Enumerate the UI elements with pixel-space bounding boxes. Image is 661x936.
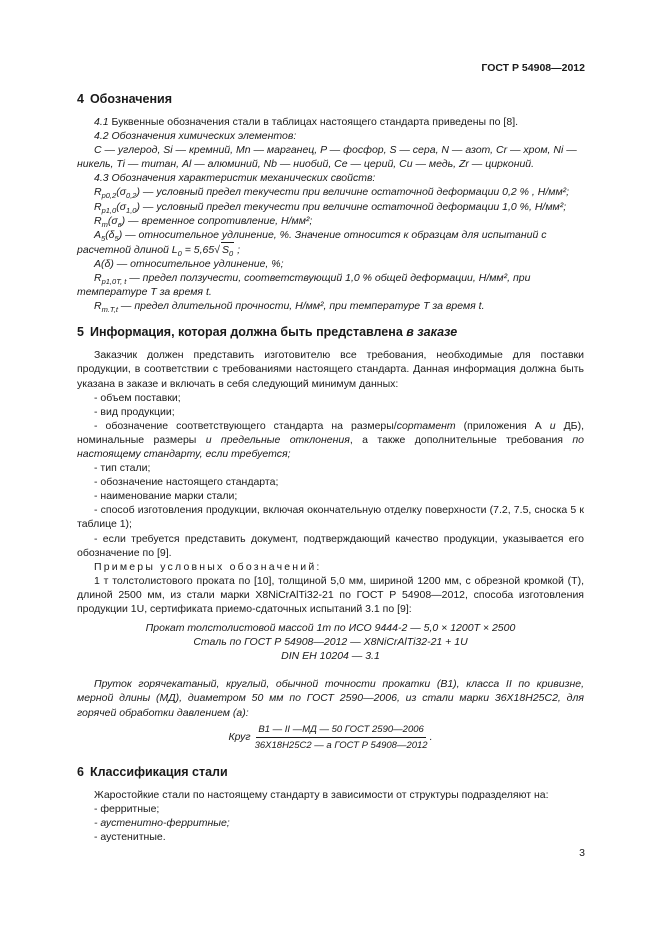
section-5-heading [77,325,584,339]
order-item-3-h: по настоящему стандарту, если требуется; [77,433,584,460]
symbol-a5-text: — относительное удлинение, %. Значение относится к образцам для испытаний с [125,228,547,241]
section-6-number: 6 [77,764,84,779]
example-2-end: . [429,731,433,744]
symbol-rp02-text: — условный предел текучести при величине остаточной деформации 0,2 % , Н/мм²; [142,186,570,199]
example-1-line-1: Прокат толстолистовой массой 1т по ИСО 9444-2 — 5,0 × 1200Т × 2500 [145,622,516,635]
para-4-2: 4.2 Обозначения химических элементов: [94,130,297,143]
example-2-numerator: В1 — II —МД — 50 ГОСТ 2590—2006 [256,724,425,738]
para-4-1-text: Буквенные обозначения стали в таблицах настоящего стандарта приведены по [8]. [111,116,519,128]
a5-line2-formula: = 5,65 [181,243,215,256]
class-item-1: - ферритные; [94,802,160,815]
elements-line-2: никель, Ti — титан, Al — алюминий, Nb — ниобий, Ce — церий, Cu — медь, Zr — цирконий. [77,158,535,171]
symbol-a5: $A_5(\delta_5)$ — относительное удлинение, %. Значение относится к образцам для испытаний с [94,228,547,243]
section-5-number: 5 [77,325,84,340]
order-item-3-a: - обозначение соответствующего стандарта на размеры/ [94,419,397,432]
order-item-6: - наименование марки стали; [94,490,238,503]
section-4-number: 4 [77,92,84,106]
example-1-designation [77,621,584,663]
example-2-fraction [253,724,430,751]
page-content [77,92,584,844]
elements-line-1: C — углерод, Si — кремний, Mn — марганец, P — фосфор, S — сера, N — азот, Cr — хром, Ni — [94,144,577,157]
order-item-3-f: и предельные отклонения [205,433,350,446]
example-1-line-3: DIN EH 10204 — 3.1 [281,650,380,663]
order-item-3-g: , а также дополнительные требования [349,433,573,446]
page-number: 3 [579,847,585,859]
order-item-8: - если требуется представить документ, подтверждающий качество продукции, указывается его обозначение по [9]. [77,532,584,559]
order-item-2: - вид продукции; [94,405,175,418]
symbol-rpt: $R_{p1,0T, t}$ — предел ползучести, соответствующий 1,0 % общей деформации, Н/мм², при [94,272,531,287]
example-2-designation [77,724,584,751]
order-item-4: - тип стали; [94,462,151,475]
section-6-title: Классификация стали [89,764,228,779]
example-1-description: 1 т толстолистового проката по [10], толщиной 5,0 мм, шириной 1200 мм, с обрезной кромкой (Т), длиной 2500 мм, из стали марки X8NiCrAlTi32-21 по ГОСТ Р 54908—2012, способа изготовления продукции 1U, сертификата приемо-сдаточных испытаний 3.1 по [9]: [77,574,584,615]
order-item-3-d: и [549,419,556,432]
example-2-description: Пруток горячекатаный, круглый, обычной точности прокатки (В1), класса II по кривизне, мерной длины (МД), диаметром 50 мм по ГОСТ 2590—2006, из стали марки 36Х18Н25С2, для горячей обработки давлением (а): [77,678,584,719]
para-4-1 [77,115,584,129]
example-2-denominator: 36Х18Н25С2 — а ГОСТ Р 54908—2012 [254,739,428,751]
order-item-3 [77,419,584,461]
order-item-3-b: сортамент [396,419,456,432]
section-5-title-italic: в заказе [406,325,458,340]
symbol-a: A(δ) — относительное удлинение, %; [94,257,284,270]
document-header: ГОСТ Р 54908—2012 [481,62,585,74]
class-item-2: - аустенитно-ферритные; [94,816,230,829]
para-4-1-number: 4.1 [94,116,109,128]
para-4-3: 4.3 Обозначения характеристик механических свойств: [94,172,376,185]
para-4-2-elements [77,143,584,171]
section-6-heading [77,765,584,779]
example-2-word: Круг [228,731,251,744]
para-5-intro: Заказчик должен представить изготовителю все требования, необходимые для поставки продукции, в соответствии с требованиями настоящего стандарта. Данная информация должна быть указана в заказе и включать в себя следующий минимум данных: [77,349,584,390]
section-4-title: Обозначения [89,92,173,106]
symbol-rm: $R_m(\sigma_в)$ — временное сопротивление, Н/мм²; [94,214,313,229]
symbol-rpt-line2: температуре T за время t. [77,286,212,299]
symbol-rp02: $R_{p0,2}(\sigma_{0,2})$ — условный предел текучести при величине остаточной деформации 0,2 % , Н/мм²; [94,186,570,201]
section-5-title: Информация, которая должна быть представлена [89,325,407,340]
symbol-rm-text: — временное сопротивление, Н/мм²; [128,214,313,227]
para-6-intro: Жаростойкие стали по настоящему стандарту в зависимости от структуры подразделяют на: [94,788,549,801]
symbol-a5-line2: расчетной длиной $L_0 = 5,65√$ $S_0$ ; [77,243,241,258]
order-item-3-e: ДБ), номинальные размеры [77,419,584,446]
symbol-rmt: $R_{m.T,t}$ — предел длительной прочности, Н/мм², при температуре T за время t. [94,300,485,315]
symbol-rmt-text: — предел длительной прочности, Н/мм², при температуре T за время t. [120,300,485,313]
a5-line2-text: расчетной длиной L [77,243,178,256]
order-item-3-c: (приложения А [455,419,550,432]
examples-title: Примеры условных обозначений: [94,560,322,573]
order-item-5: - обозначение настоящего стандарта; [94,476,279,489]
symbol-rp10-text: — условный предел текучести при величине остаточной деформации 1,0 %, Н/мм²; [142,200,567,213]
class-item-3: - аустенитные. [94,830,166,843]
symbol-rpt-text: — предел ползучести, соответствующий 1,0 % общей деформации, Н/мм², при [129,272,531,285]
order-item-1: - объем поставки; [94,391,181,404]
example-1-line-2: Сталь по ГОСТ Р 54908—2012 — X8NiCrAlTi32-21 + 1U [193,636,468,649]
section-4-heading [77,92,584,106]
symbol-rp10: $R_{p1,0}(\sigma_{1,0})$ — условный предел текучести при величине остаточной деформации 1,0 %, Н/мм²; [94,200,567,215]
order-item-7: - способ изготовления продукции, включая окончательную отделку поверхности (7.2, 7.5, сноска 5 к таблице 1); [77,504,584,531]
